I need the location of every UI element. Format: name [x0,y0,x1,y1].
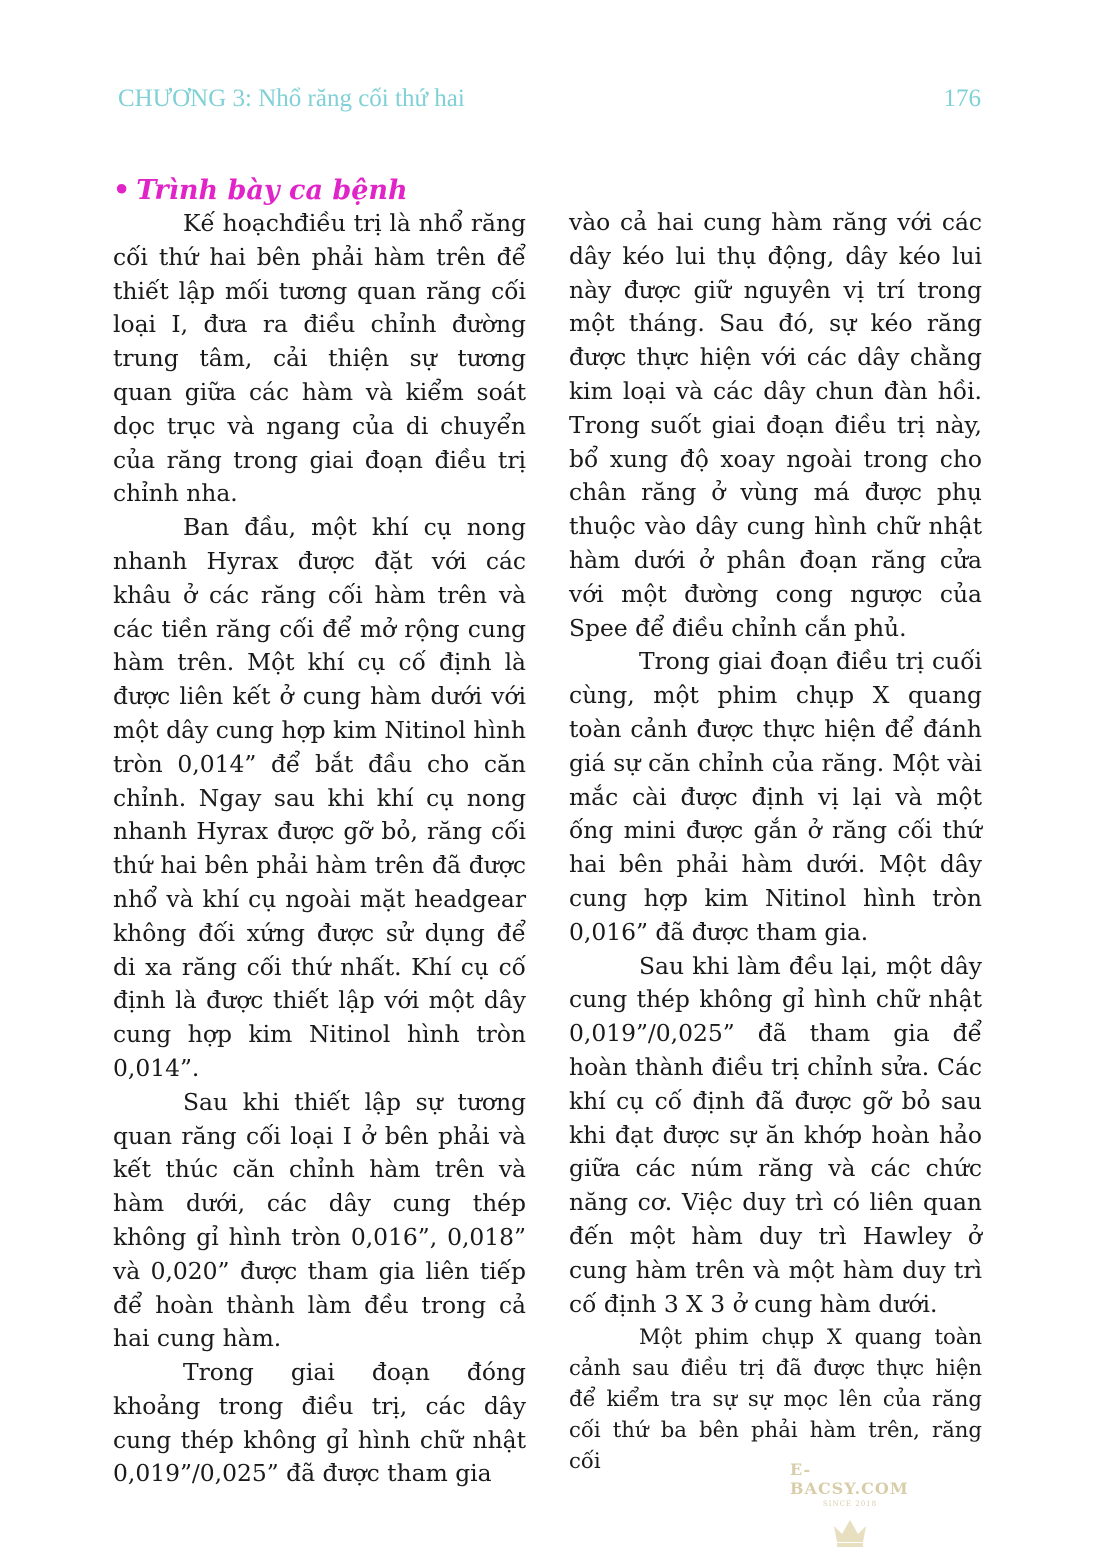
paragraph: Trong giai đoạn điều trị cuối cùng, một phim chụp X quang toàn cảnh được thực hiện để đánh giá sự căn chỉnh của răng. Một vài mắc cài được định vị lại và một ống mini được gắn ở răng cối thứ hai bên phải hàm dưới. Một dây cung hợp kim Nitinol hình tròn 0,016” đã được tham gia. [569,647,982,946]
chapter-title: CHƯƠNG 3: Nhổ răng cối thứ hai [118,85,465,112]
paragraph: Ban đầu, một khí cụ nong nhanh Hyrax được đặt với các khâu ở các răng cối hàm trên và các tiền răng cối để mở rộng cung hàm trên. Một khí cụ cố định là được liên kết ở cung hàm dưới với một dây cung hợp kim Nitinol hình tròn 0,014” để bắt đầu cho căn chỉnh. Ngay sau khi khí cụ nong nhanh Hyrax được gỡ bỏ, răng cối thứ hai bên phải hàm trên đã được nhổ và khí cụ ngoài mặt headgear không đối xứng được sử dụng để di xa răng cối thứ nhất. Khí cụ cố định là được thiết lập với một dây cung hợp kim Nitinol hình tròn 0,014”. [113,513,526,1082]
right-column [569,206,982,1476]
paragraph: vào cả hai cung hàm răng với các dây kéo lui thụ động, dây kéo lui này được giữ nguyên vị trí trong một tháng. Sau đó, sự kéo răng được thực hiện với các dây chằng kim loại và các dây chun đàn hồi. Trong suốt giai đoạn điều trị này, bổ xung độ xoay ngoài trong cho chân răng ở vùng má được phụ thuộc vào dây cung hình chữ nhật hàm dưới ở phân đoạn răng cửa với một đường cong ngược của Spee để điều chỉnh cắn phủ. [569,208,982,642]
paragraph: Sau khi làm đều lại, một dây cung thép không gỉ hình chữ nhật 0,019”/0,025” đã tham gia để hoàn thành điều trị chỉnh sửa. Các khí cụ cố định đã được gỡ bỏ sau khi đạt được sự ăn khớp hoàn hảo giữa các núm răng và các chức năng cơ. Việc duy trì có liên quan đến một hàm duy trì Hawley ở cung hàm trên và một hàm duy trì cố định 3 X 3 ở cung hàm dưới. [569,951,982,1318]
page-number: 176 [943,85,981,112]
section-title-text: Trình bày ca bệnh [136,175,408,206]
paragraph: Một phim chụp X quang toàn cảnh sau điều trị đã được thực hiện để kiểm tra sự sự mọc lên của răng cối thứ ba bên phải hàm trên, răng cối [569,1324,982,1474]
watermark-logo [790,1460,910,1550]
section-bullet: • [113,175,131,206]
watermark-text: E-BACSY.COM [790,1460,909,1498]
crown-icon [830,1514,870,1548]
paragraph: Sau khi thiết lập sự tương quan răng cối loại I ở bên phải và kết thúc căn chỉnh hàm trên và hàm dưới, các dây cung thép không gỉ hình tròn 0,016”, 0,018” và 0,020” được tham gia liên tiếp để hoàn thành làm đều trong cả hai cung hàm. [113,1087,526,1353]
page-header [118,82,981,116]
section-title [113,175,526,207]
left-column [113,175,526,1491]
paragraph: Trong giai đoạn đóng khoảng trong điều trị, các dây cung thép không gỉ hình chữ nhật 0,019”/0,025” đã được tham gia [113,1358,526,1488]
paragraph: Kế hoạchđiều trị là nhổ răng cối thứ hai bên phải hàm trên để thiết lập mối tương quan răng cối loại I, đưa ra điều chỉnh đường trung tâm, cải thiện sự tương quan giữa các hàm và kiểm soát dọc trục và ngang của di chuyển của răng trong giai đoạn điều trị chỉnh nha. [113,209,526,508]
watermark-sub: SINCE 2018 [822,1500,878,1508]
